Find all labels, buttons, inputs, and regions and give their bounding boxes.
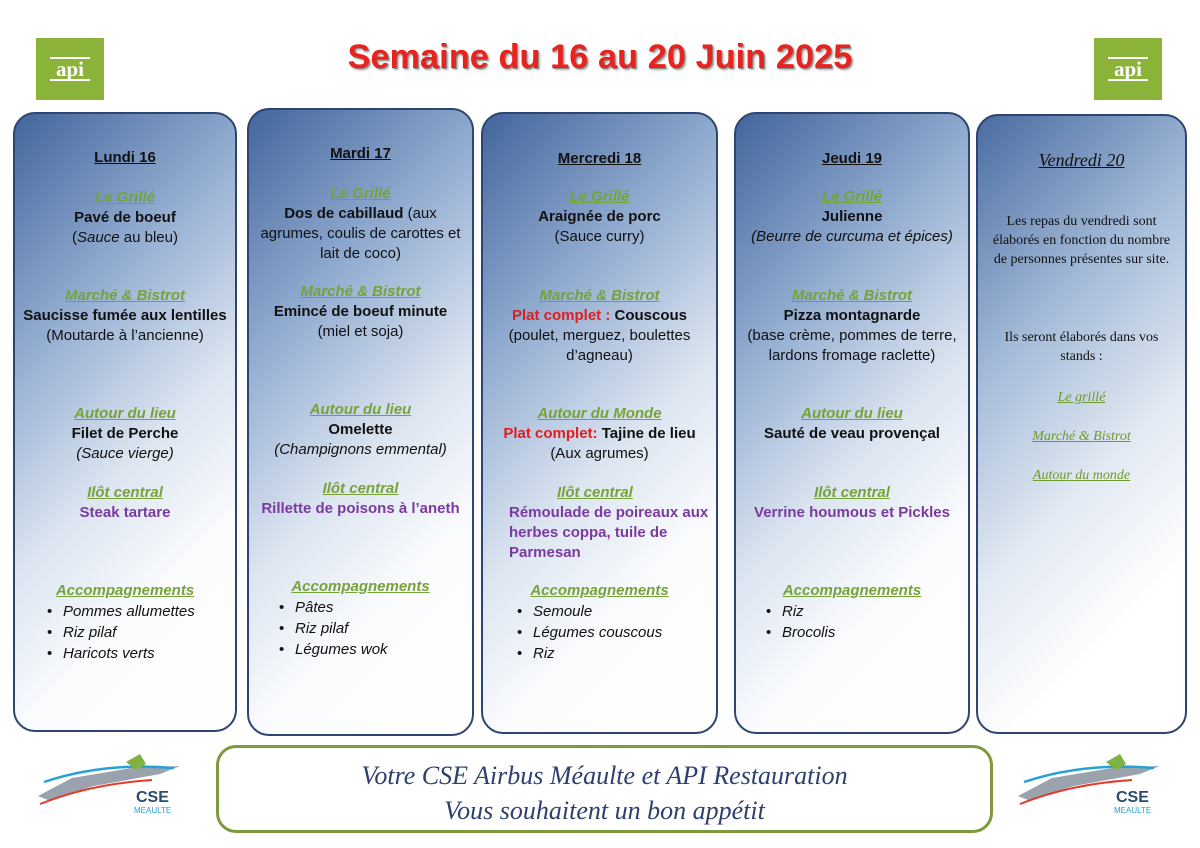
dish-line [253,204,468,264]
api-logo-text: api [1108,57,1148,81]
dish-note: (Sauce curry) [554,228,645,245]
day-title: Mardi 17 [330,145,391,162]
dish-line [487,306,712,326]
friday-info-text: Les repas du vendredi sont élaborés en fonction du nombre de personnes présentes sur site. [992,214,1171,267]
dish-name: Saucisse fumée aux lentilles [23,307,227,324]
list-item: • Riz [515,643,712,664]
dish-note: (poulet, merguez, boulettes d’agneau) [508,327,691,364]
section-grille [19,188,231,248]
list-item: • Pâtes [277,597,468,618]
day-column-thursday [734,112,970,734]
dish-name: Araignée de porc [538,208,661,225]
side-list [515,601,712,664]
dish-name: Rillette de poisons à l’aneth [261,500,460,517]
dish-note: (Aux agrumes) [550,445,649,462]
day-column-monday [13,112,237,732]
section-header: Autour du lieu [309,401,412,418]
list-item: • Pommes allumettes [45,601,231,622]
list-item: • Riz [764,601,964,622]
section-lieu [253,400,468,460]
day-column-friday [976,114,1187,734]
section-header: Marché & Bistrot [539,287,660,304]
list-item: • Brocolis [764,622,964,643]
section-accompagnements [19,581,231,664]
cse-logo-subtext: MEAULTE [1114,806,1152,815]
section-marche [740,286,964,366]
list-item: • Riz pilaf [277,618,468,639]
dish-note: (base crème, pommes de terre, lardons fromage raclette) [747,327,957,364]
section-header: Autour du Monde [537,405,662,422]
cse-logo-subtext: MEAULTE [134,806,172,815]
day-column-wednesday [481,112,718,734]
section-header: Le Grillé [569,188,630,205]
dish-name: Emincé de boeuf minute [273,303,448,320]
dish-name: Julienne [821,208,883,225]
section-header: Ilôt central [557,484,633,501]
section-header: Ilôt central [322,480,399,497]
side-list [764,601,964,643]
stand-link-marche: Marché & Bistrot [1032,429,1131,444]
day-column-tuesday [247,108,474,736]
api-logo-left [36,38,104,100]
section-ilot [19,483,231,523]
section-header: Ilôt central [814,484,890,501]
section-header: Accompagnements [291,578,430,595]
section-header: Marché & Bistrot [64,287,186,304]
section-accompagnements [740,581,964,643]
stand-link-monde: Autour du monde [1032,468,1131,483]
dish-note: (aux agrumes, coulis de carottes et lait de coco) [260,205,461,262]
dish-note: (Sauce vierge) [76,445,174,462]
section-header: Autour du lieu [74,405,176,422]
cse-airplane-logo-left [34,752,184,822]
section-ilot [253,479,468,519]
dish-note: (Moutarde à l’ancienne) [46,327,204,344]
dish-note-em: Sauce [77,229,120,246]
section-header: Ilôt central [87,484,163,501]
section-header: Accompagnements [530,582,669,599]
dish-name: Sauté de veau provençal [764,425,940,442]
dish-note: (Sauce au bleu) [72,229,178,246]
dish-name: Steak tartare [79,504,171,521]
section-grille [487,187,712,247]
plat-complet-label: Plat complet: [503,425,602,442]
section-header: Marché & Bistrot [791,287,913,304]
list-item: • Haricots verts [45,643,231,664]
dish-name: Couscous [614,307,688,324]
section-header: Marché & Bistrot [300,283,421,300]
list-item: • Légumes wok [277,639,468,660]
dish-name: Verrine houmous et Pickles [754,504,950,521]
section-header: Autour du lieu [801,405,903,422]
section-monde [487,404,712,464]
dish-name: Tajine de lieu [601,425,696,442]
list-item: • Légumes couscous [515,622,712,643]
dish-note: (Beurre de curcuma et épices) [751,228,953,245]
day-title: Mercredi 18 [557,150,642,167]
side-list [45,601,231,664]
section-ilot [509,483,710,563]
api-logo-right [1094,38,1162,100]
cse-airplane-logo-right [1014,752,1164,822]
section-header: Accompagnements [55,582,195,599]
dish-note: (Champignons emmental) [274,441,447,458]
api-logo-text: api [50,57,90,81]
dish-name: Pavé de boeuf [74,209,176,226]
side-list [277,597,468,660]
dish-note: (miel et soja) [317,323,404,340]
day-title: Lundi 16 [94,149,156,166]
section-accompagnements [253,577,468,660]
cse-logo-text: CSE [136,789,169,806]
friday-stands-text: Ils seront élaborés dans vos stands : [1004,330,1159,364]
dish-name: Rémoulade de poireaux aux herbes coppa, tuile de Parmesan [509,504,709,561]
dish-name: Dos de cabillaud [284,205,404,222]
cse-logo-text: CSE [1116,789,1149,806]
stand-link-grille: Le grillé [1057,390,1106,405]
section-ilot [740,483,964,523]
list-item: • Semoule [515,601,712,622]
section-grille [740,187,964,247]
dish-name: Pizza montagnarde [783,307,921,324]
dish-line [487,424,712,444]
section-marche [487,286,712,366]
page-title: Semaine du 16 au 20 Juin 2025 [347,38,853,76]
dish-name: Filet de Perche [71,425,179,442]
section-header: Accompagnements [782,582,922,599]
section-marche [19,286,231,346]
section-lieu [740,404,964,444]
section-marche [253,282,468,342]
dish-note-rest: au bleu) [119,229,178,246]
section-header: Le Grillé [330,185,391,202]
section-grille [253,184,468,264]
section-header: Le Grillé [94,189,156,206]
section-header: Le Grillé [821,188,883,205]
list-item: • Riz pilaf [45,622,231,643]
day-title: Jeudi 19 [821,150,883,167]
footer-message [216,745,993,833]
section-lieu [19,404,231,464]
footer-line-1: Votre CSE Airbus Méaulte et API Restauration [361,761,848,790]
dish-name: Omelette [328,421,393,438]
footer-line-2: Vous souhaitent un bon appétit [444,796,765,825]
plat-complet-label: Plat complet : [511,307,615,324]
day-title: Vendredi 20 [1038,150,1125,170]
section-accompagnements [487,581,712,664]
